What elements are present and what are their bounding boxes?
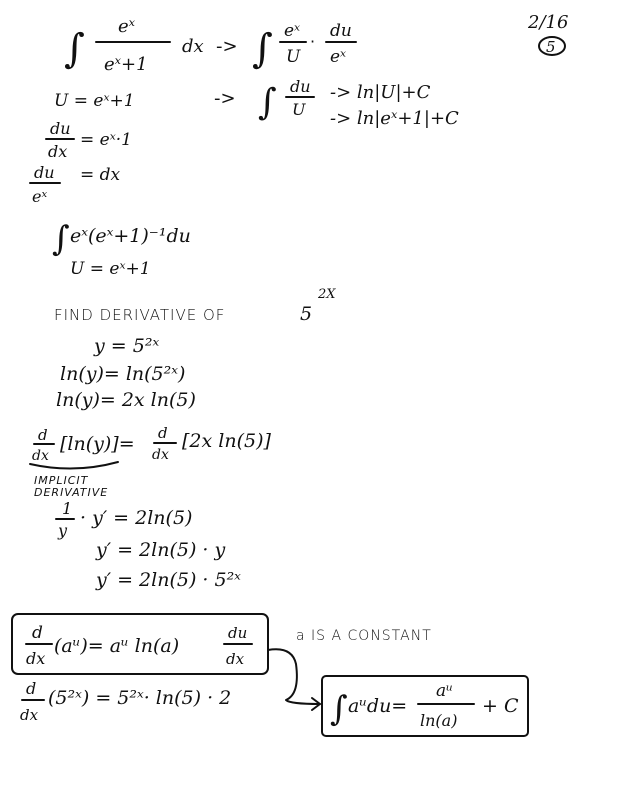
- implicit-label: IMPLICIT: [34, 474, 89, 487]
- derivative-label: DERIVATIVE: [34, 486, 109, 499]
- dudx-rhs: = eˣ·1: [80, 130, 132, 150]
- box2-constant: + C: [482, 695, 519, 717]
- box1-rule: (aᵘ)= aᵘ ln(a): [54, 635, 180, 657]
- integral-numerator: eˣ: [118, 16, 136, 37]
- example-expression: (5²ˣ) = 5²ˣ· ln(5) · 2: [48, 687, 232, 709]
- one-over-y-num: 1: [62, 499, 73, 518]
- integral-denominator: eˣ+1: [104, 54, 148, 75]
- step-3: y′ = 2ln(5) · 5²ˣ: [96, 569, 241, 591]
- box2-numerator: aᵘ: [436, 681, 453, 701]
- u-definition-2: U = eˣ+1: [70, 259, 151, 279]
- box1-du: du: [228, 624, 248, 642]
- dueq-rhs: = dx: [80, 165, 121, 185]
- rhs-expression: [2x ln(5)]: [182, 430, 271, 452]
- constant-note: a IS A CONSTANT: [296, 628, 432, 644]
- integral-expression: eˣ(eˣ+1)⁻¹du: [70, 225, 191, 247]
- step-y-equals: y = 5²ˣ: [94, 335, 160, 357]
- page-number: 5: [546, 38, 556, 56]
- ex-d: d: [26, 679, 37, 698]
- int-du-numerator: du: [290, 77, 311, 96]
- d-numerator-2: d: [158, 424, 168, 442]
- dx-denominator-1: dx: [32, 448, 49, 464]
- dot: ·: [310, 32, 316, 51]
- box2-denominator: ln(a): [420, 711, 458, 730]
- exponent-2x: 2X: [318, 287, 336, 302]
- dudx-numerator: du: [50, 119, 71, 138]
- step-2: y′ = 2ln(5) · y: [96, 539, 226, 561]
- ex-dx: dx: [20, 706, 39, 724]
- sub-numerator-1: eˣ: [284, 21, 301, 41]
- dx-denominator-2: dx: [152, 447, 169, 463]
- u-definition: U = eˣ+1: [54, 91, 135, 111]
- d-numerator-1: d: [38, 426, 48, 444]
- sub-denominator-2: eˣ: [330, 47, 347, 67]
- find-derivative-text: FIND DERIVATIVE OF: [54, 306, 226, 324]
- sub-denominator-1: U: [286, 47, 301, 67]
- one-over-y-den: y: [58, 521, 68, 540]
- date: 2/16: [528, 12, 569, 33]
- box1-dx: dx: [26, 649, 46, 668]
- integral-sign-4: ∫: [52, 219, 70, 259]
- result-line-1: -> ln|U|+C: [330, 82, 431, 103]
- base-5: 5: [300, 303, 313, 325]
- dudx-denominator: dx: [48, 142, 68, 161]
- dueq-denominator: eˣ: [32, 187, 48, 206]
- int-du-denominator: U: [292, 100, 306, 119]
- step-ln-y: ln(y)= ln(5²ˣ): [60, 363, 186, 385]
- connector-arrow: [268, 649, 320, 704]
- dueq-numerator: du: [34, 163, 55, 182]
- box1-d: d: [32, 623, 43, 643]
- integral-sign-5: ∫: [330, 689, 348, 729]
- lhs-expression: [ln(y)]=: [60, 433, 135, 455]
- integral-sign: ∫: [64, 26, 85, 72]
- arrow-1: ->: [216, 36, 238, 57]
- result-line-2: -> ln|eˣ+1|+C: [330, 108, 459, 129]
- sub-numerator-2: du: [330, 21, 352, 41]
- arrow-2: ->: [214, 88, 236, 109]
- integral-sign-3: ∫: [258, 82, 277, 123]
- box2-integrand: aᵘdu=: [348, 695, 408, 717]
- dx-label: dx: [182, 36, 204, 57]
- integral-sign-2: ∫: [252, 26, 273, 72]
- box1-dx2: dx: [226, 650, 245, 668]
- step-ln-y-2: ln(y)= 2x ln(5): [56, 389, 196, 411]
- step-1: · y′ = 2ln(5): [80, 507, 193, 529]
